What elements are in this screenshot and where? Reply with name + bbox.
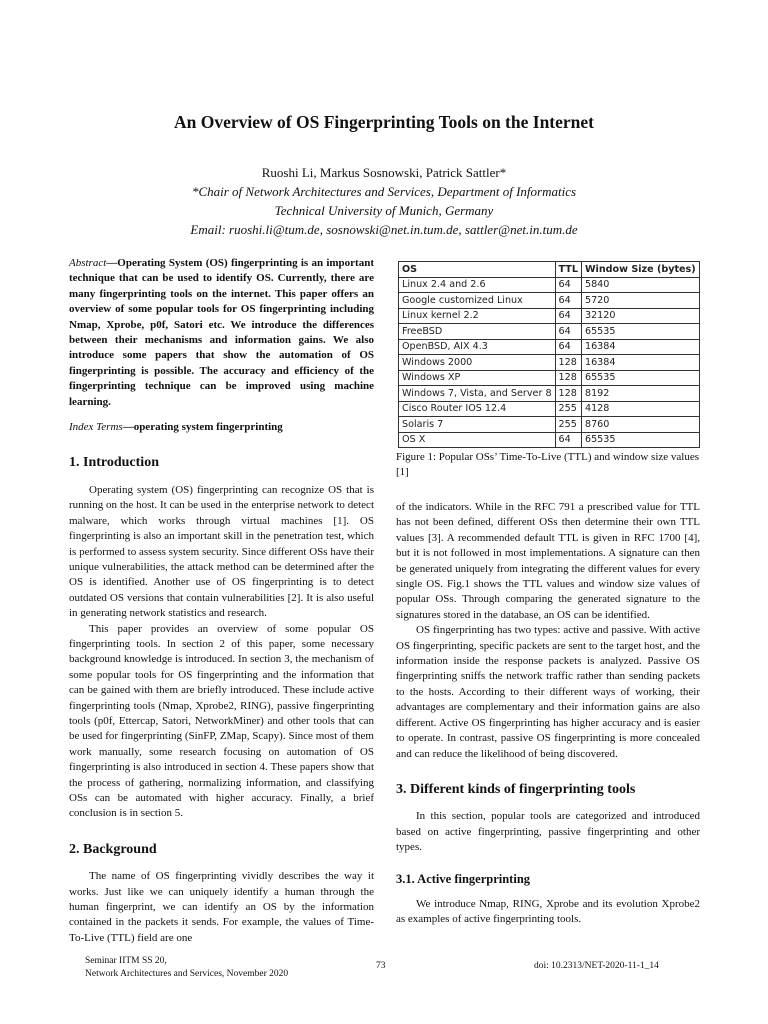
table-cell: 128 bbox=[555, 386, 581, 402]
table-cell: 64 bbox=[555, 324, 581, 340]
ttl-window-table bbox=[398, 261, 700, 448]
index-terms-label: Index Terms bbox=[69, 421, 123, 434]
table-header-os: OS bbox=[399, 262, 556, 278]
paper-title: An Overview of OS Fingerprinting Tools on the Internet bbox=[173, 112, 594, 132]
table-cell: Windows 7, Vista, and Server 8 bbox=[399, 386, 556, 402]
author-names: Ruoshi Li, Markus Sosnowski, Patrick Sattler* bbox=[261, 165, 507, 180]
table-cell: 65535 bbox=[581, 370, 699, 386]
table-cell: 4128 bbox=[581, 401, 699, 417]
right-paragraph-2: OS fingerprinting has two types: active and passive. With active OS fingerprinting, specific packets are sent to the target host, and the information inside the response packets is analyzed. Passive OS fingerprinting sniffs the network traffic rather than sending packets to the hosts. According to their different ways of working, their advantages are complementary and their information gains are also different. Active OS fingerprinting has higher accuracy and is easier to operate. In contrast, passive OS fingerprinting is more concealed and can reduce the likelihood of being discovered. bbox=[396, 624, 700, 760]
table-cell: 64 bbox=[555, 339, 581, 355]
table-cell: 5720 bbox=[581, 293, 699, 309]
table-cell: OS X bbox=[399, 432, 556, 448]
table-header-ttl: TTL bbox=[555, 262, 581, 278]
table-cell: 16384 bbox=[581, 355, 699, 371]
table-cell: 5840 bbox=[581, 277, 699, 293]
footer-line-2: Network Architectures and Services, November 2020 bbox=[85, 969, 289, 979]
table-row bbox=[399, 386, 700, 402]
table-cell: FreeBSD bbox=[399, 324, 556, 340]
table-cell: Linux kernel 2.2 bbox=[399, 308, 556, 324]
heading-active-fingerprinting: 3.1. Active fingerprinting bbox=[396, 871, 531, 886]
table-cell: Google customized Linux bbox=[399, 293, 556, 309]
table-cell: 255 bbox=[555, 401, 581, 417]
table-row bbox=[399, 293, 700, 309]
table-cell: Cisco Router IOS 12.4 bbox=[399, 401, 556, 417]
right-column bbox=[396, 500, 700, 928]
heading-fingerprinting-kinds: 3. Different kinds of fingerprinting tools bbox=[396, 781, 636, 797]
footer-venue bbox=[85, 955, 288, 981]
table-cell: 32120 bbox=[581, 308, 699, 324]
table-row bbox=[399, 417, 700, 433]
active-paragraph-1: We introduce Nmap, RING, Xprobe and its evolution Xprobe2 as examples of active fingerprinting tools. bbox=[396, 897, 700, 926]
table-cell: 64 bbox=[555, 293, 581, 309]
index-terms bbox=[69, 420, 374, 435]
table-row bbox=[399, 355, 700, 371]
table-cell: Windows XP bbox=[399, 370, 556, 386]
author-block bbox=[0, 163, 768, 239]
table-row bbox=[399, 308, 700, 324]
table-cell: Solaris 7 bbox=[399, 417, 556, 433]
table-row bbox=[399, 370, 700, 386]
footer-line-1: Seminar IITM SS 20, bbox=[85, 956, 167, 966]
abstract-label: Abstract bbox=[69, 257, 107, 269]
intro-paragraph-2: This paper provides an overview of some popular OS fingerprinting tools. In section 2 of this paper, some necessary background knowledge is introduced. In section 3, the mechanism of some popular tools for OS fingerprinting and the information that can be gained with them are briefly introduced. These include active fingerprinting tools (Nmap, Xprobe2, RING), passive fingerprinting tools (p0f, Ettercap, Satori, NetworkMiner) and other tools that can be used for fingerprinting (SinFP, ZMap, Scapy). Since most of them work manually, some research focusing on automation of OS fingerprinting is also introduced in section 4. These papers show that the process of gathering, normalizing information, and classifying OSs can be automated with higher accuracy. Finally, a brief conclusion is in section 5. bbox=[69, 622, 374, 820]
affiliation-chair: *Chair of Network Architectures and Services, Department of Informatics bbox=[191, 184, 577, 199]
heading-background: 2. Background bbox=[69, 841, 157, 857]
kinds-paragraph-1: In this section, popular tools are categorized and introduced based on active fingerprinting, passive fingerprinting and other types. bbox=[396, 810, 700, 854]
heading-introduction: 1. Introduction bbox=[69, 455, 159, 471]
table-cell: 64 bbox=[555, 308, 581, 324]
intro-paragraph-1: Operating system (OS) fingerprinting can recognize OS that is running on the host. It can be used in the enterprise network to detect malware, which works through virtual machines [1]. OS fingerprinting is also an important skill in the penetration test, which is performed to assess system security. Since different OSs have their unique vulnerabilities, the attack method can be determined after the OS is identified. Another use of OS fingerprinting is to detect outdated OS versions that contain vulnerabilities [2]. It is also useful in generating network statistics and research. bbox=[69, 483, 374, 620]
table-header-row bbox=[399, 262, 700, 278]
table-cell: 65535 bbox=[581, 432, 699, 448]
table-row bbox=[399, 432, 700, 448]
table-row bbox=[399, 339, 700, 355]
table-cell: 64 bbox=[555, 432, 581, 448]
table-row bbox=[399, 277, 700, 293]
index-terms-text: —operating system fingerprinting bbox=[122, 421, 283, 434]
table-cell: 16384 bbox=[581, 339, 699, 355]
right-paragraph-1: of the indicators. While in the RFC 791 a prescribed value for TTL has not been defined, different OSs then determine their own TTL values [3]. A recommended default TTL is given in RFC 1700 [4], but it is not followed in most implementations. A signature can then be generated uniquely from integrating the different values for every single OS. Fig.1 shows the TTL values and window size values of popular OSs. Through comparing the generated signature to the signatures stored in the database, an OS can be identified. bbox=[396, 501, 700, 621]
table-cell: Windows 2000 bbox=[399, 355, 556, 371]
abstract-text: —Operating System (OS) fingerprinting is an important technique that can be used to identify OS. Currently, there are many fingerprinting tools on the internet. This paper offers an overview of some popular tools for OS fingerprinting including Nmap, Xprobe, p0f, Satori etc. We introduce the differences between their mechanisms and information gains. We also introduce some papers that show the automation of OS fingerprinting is possible. The accuracy and efficiency of the fingerprinting technique can be improved using machine learning. bbox=[69, 257, 374, 408]
affiliation-university: Technical University of Munich, Germany bbox=[274, 203, 494, 218]
table-cell: 255 bbox=[555, 417, 581, 433]
table-header-window: Window Size (bytes) bbox=[581, 262, 699, 278]
table-row bbox=[399, 401, 700, 417]
table-row bbox=[399, 324, 700, 340]
page-number: 73 bbox=[376, 961, 386, 971]
table-cell: 128 bbox=[555, 355, 581, 371]
background-paragraph-1: The name of OS fingerprinting vividly describes the way it works. Just like we can uniquely identify a human through the human fingerprint, we can identify an OS by the information contained in the packets it sends. For example, the values of Time-To-Live (TTL) field are one bbox=[69, 870, 374, 944]
left-column bbox=[69, 256, 374, 946]
table-cell: OpenBSD, AIX 4.3 bbox=[399, 339, 556, 355]
figure-caption: Figure 1: Popular OSs’ Time-To-Live (TTL) and window size values [1] bbox=[396, 451, 700, 478]
table-cell: 8760 bbox=[581, 417, 699, 433]
author-emails: Email: ruoshi.li@tum.de, sosnowski@net.in.tum.de, sattler@net.in.tum.de bbox=[190, 222, 578, 237]
table-cell: 64 bbox=[555, 277, 581, 293]
table-cell: Linux 2.4 and 2.6 bbox=[399, 277, 556, 293]
abstract bbox=[69, 256, 374, 410]
table-cell: 65535 bbox=[581, 324, 699, 340]
table-cell: 8192 bbox=[581, 386, 699, 402]
table-cell: 128 bbox=[555, 370, 581, 386]
footer-doi: doi: 10.2313/NET-2020-11-1_14 bbox=[534, 961, 659, 971]
